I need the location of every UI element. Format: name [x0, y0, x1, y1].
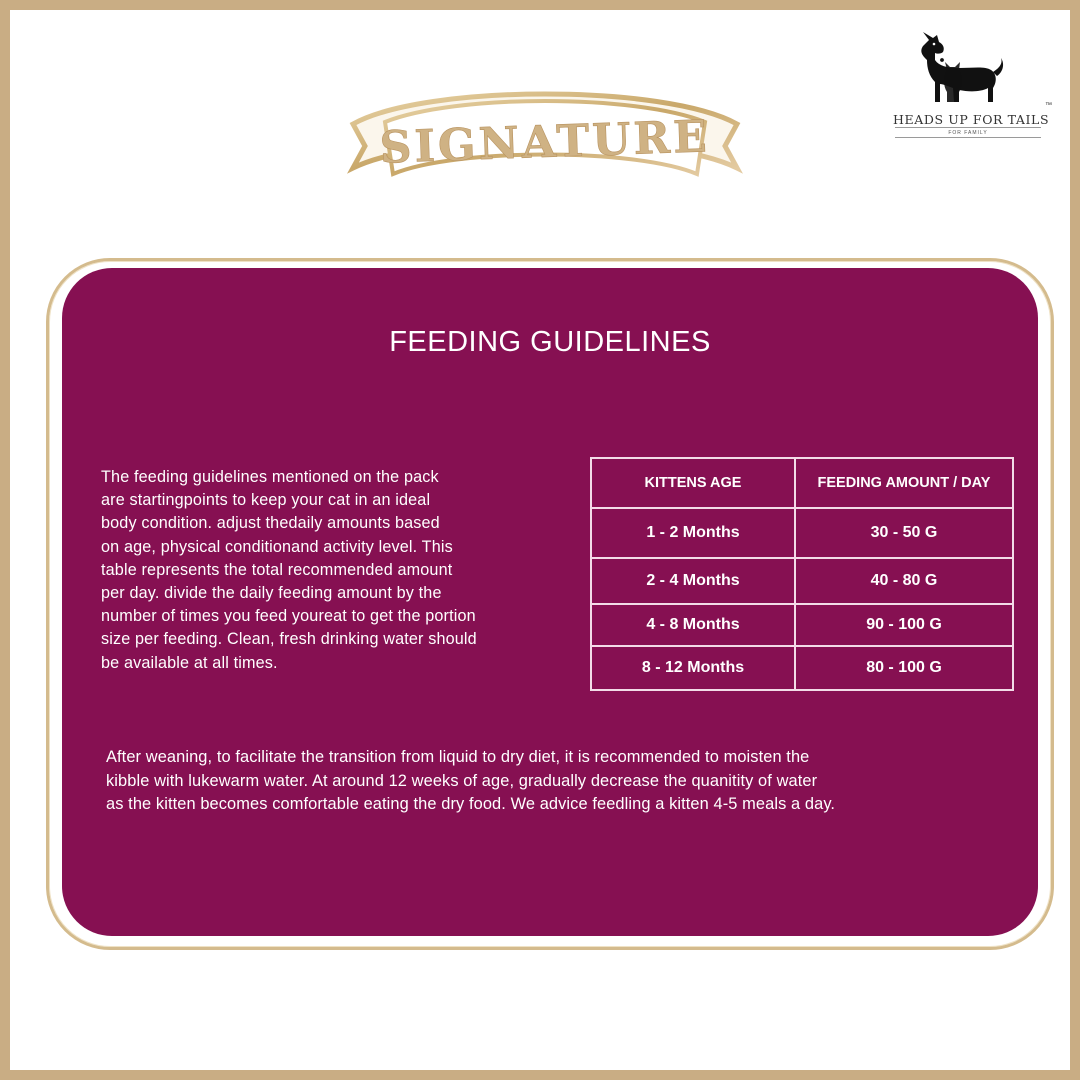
brand-divider [895, 137, 1041, 138]
table-row [591, 604, 1013, 646]
header-feeding-amount: FEEDING AMOUNT / DAY [795, 458, 1013, 508]
intro-line: be available at all times. [101, 653, 278, 672]
header-kittens-age: KITTENS AGE [591, 458, 795, 508]
dog-and-cat-silhouette-icon [893, 30, 1053, 110]
brand-tagline: FOR FAMILY [948, 130, 988, 136]
feeding-table [590, 457, 1014, 691]
brand-divider [895, 127, 1041, 128]
intro-line: per day. divide the daily feeding amount by the [101, 584, 442, 603]
feeding-guidelines-panel [62, 268, 1038, 936]
amount-cell: 80 - 100 G [795, 646, 1013, 690]
amount-cell: 90 - 100 G [795, 604, 1013, 646]
brand-logo [893, 30, 1053, 140]
intro-paragraph [101, 466, 571, 675]
ribbon-shape [345, 82, 745, 202]
intro-line: are startingpoints to keep your cat in an ideal [101, 491, 431, 510]
table-row [591, 508, 1013, 558]
table-row [591, 558, 1013, 604]
table-row [591, 646, 1013, 690]
table-header-row [591, 458, 1013, 508]
age-cell: 1 - 2 Months [591, 508, 795, 558]
age-cell: 4 - 8 Months [591, 604, 795, 646]
intro-line: size per feeding. Clean, fresh drinking water should [101, 630, 477, 649]
outro-line: After weaning, to facilitate the transition from liquid to dry diet, it is recommended to moisten the [106, 748, 810, 766]
trademark-symbol: ™ [1045, 102, 1052, 109]
age-cell: 8 - 12 Months [591, 646, 795, 690]
brand-name: HEADS UP FOR TAILS [893, 112, 1050, 127]
signature-banner [345, 82, 745, 202]
outro-line: as the kitten becomes comfortable eating the dry food. We advice feedling a kitten 4-5 meals a day. [106, 795, 836, 813]
age-cell: 2 - 4 Months [591, 558, 795, 604]
panel-title: FEEDING GUIDELINES [389, 326, 711, 358]
intro-line: number of times you feed youreat to get the portion [101, 607, 476, 626]
outro-paragraph [106, 746, 1006, 817]
intro-line: table represents the total recommended amount [101, 560, 453, 579]
outro-line: kibble with lukewarm water. At around 12 weeks of age, gradually decrease the quanitity of water [106, 771, 818, 790]
intro-line: body condition. adjust thedaily amounts based [101, 514, 440, 533]
signature-text: SIGNATURE [378, 111, 711, 174]
intro-line: The feeding guidelines mentioned on the pack [101, 468, 439, 486]
amount-cell: 30 - 50 G [795, 508, 1013, 558]
amount-cell: 40 - 80 G [795, 558, 1013, 604]
intro-line: on age, physical conditionand activity level. This [101, 537, 453, 556]
